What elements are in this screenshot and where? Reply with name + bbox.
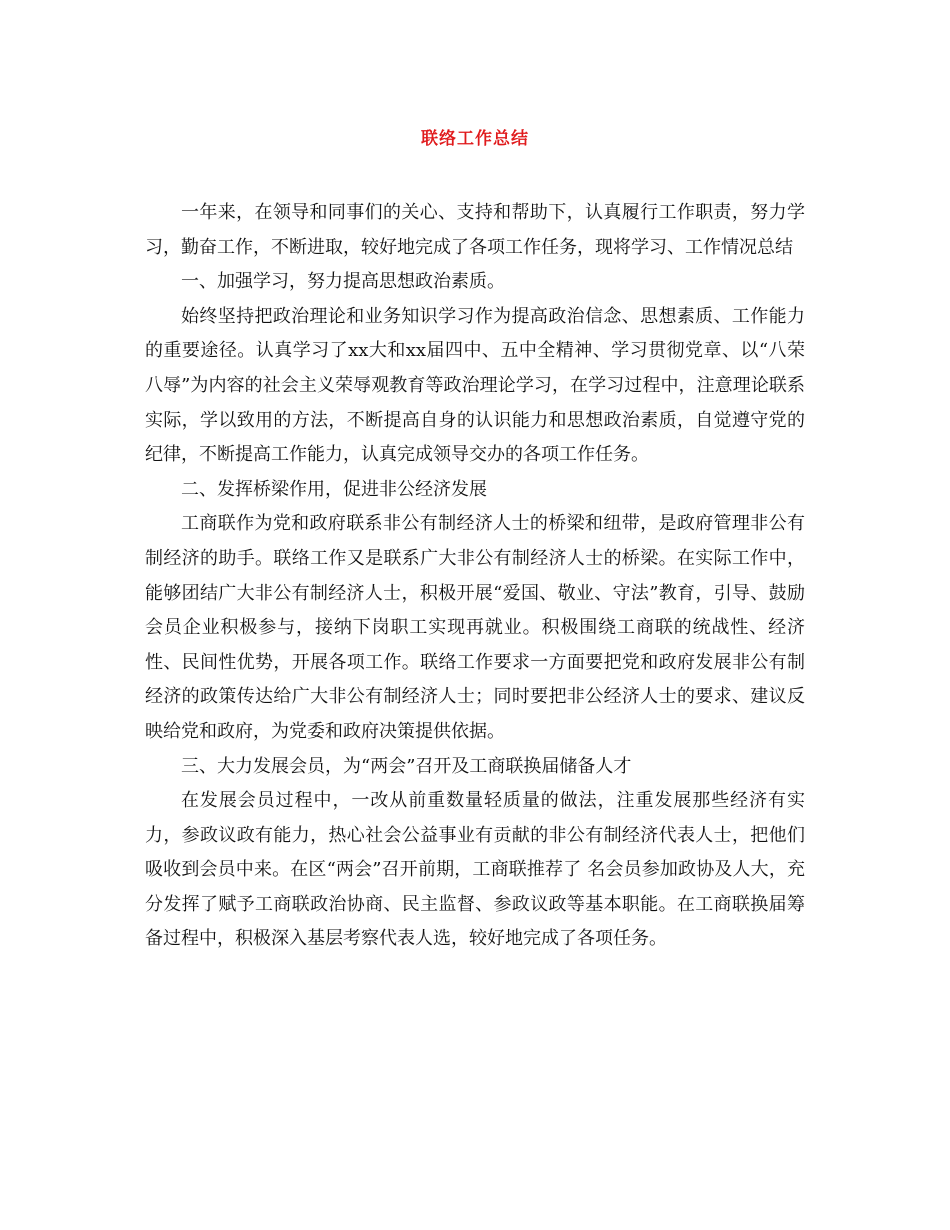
section-heading-2: 二、发挥桥梁作用，促进非公经济发展 — [181, 478, 487, 500]
section-heading-1: 一、加强学习，努力提高思想政治素质。 — [181, 271, 505, 293]
paragraph-section-3: 在发展会员过程中，一改从前重数量轻质量的做法，注重发展那些经济有实力，参政议政有能力，热心社会公益事业有贡献的非公有制经济代表人士，把他们吸收到会员中来。在区“两会”召开前期，工商联推荐了 名会员参加政协及人大，充分发挥了赋予工商联政治协商、民主监督、参政议政等基本职能。在工商联换届筹备过程中，积极深入基层考察代表人选，较好地完成了各项任务。 — [145, 790, 805, 950]
document-title: 联络工作总结 — [421, 129, 529, 149]
paragraph-intro: 一年来，在领导和同事们的关心、支持和帮助下，认真履行工作职责，努力学习，勤奋工作，不断进取，较好地完成了各项工作任务，现将学习、工作情况总结 — [145, 202, 805, 258]
paragraph-section-2: 工商联作为党和政府联系非公有制经济人士的桥梁和纽带，是政府管理非公有制经济的助手。联络工作又是联系广大非公有制经济人士的桥梁。在实际工作中，能够团结广大非公有制经济人士，积极开展“爱国、敬业、守法”教育，引导、鼓励会员企业积极参与，接纳下岗职工实现再就业。积极围绕工商联的统战性、经济性、民间性优势，开展各项工作。联络工作要求一方面要把党和政府发展非公有制经济的政策传达给广大非公有制经济人士；同时要把非公经济人士的要求、建议反映给党和政府，为党委和政府决策提供依据。 — [145, 513, 805, 742]
paragraph-section-1: 始终坚持把政治理论和业务知识学习作为提高政治信念、思想素质、工作能力的重要途径。认真学习了xx大和xx届四中、五中全精神、学习贯彻党章、以“八荣八辱”为内容的社会主义荣辱观教育等政治理论学习，在学习过程中，注意理论联系实际，学以致用的方法，不断提高自身的认识能力和思想政治素质，自觉遵守党的纪律，不断提高工作能力，认真完成领导交办的各项工作任务。 — [145, 305, 805, 466]
document-body — [145, 196, 805, 957]
section-heading-3: 三、大力发展会员，为“两会”召开及工商联换届储备人才 — [181, 755, 632, 777]
